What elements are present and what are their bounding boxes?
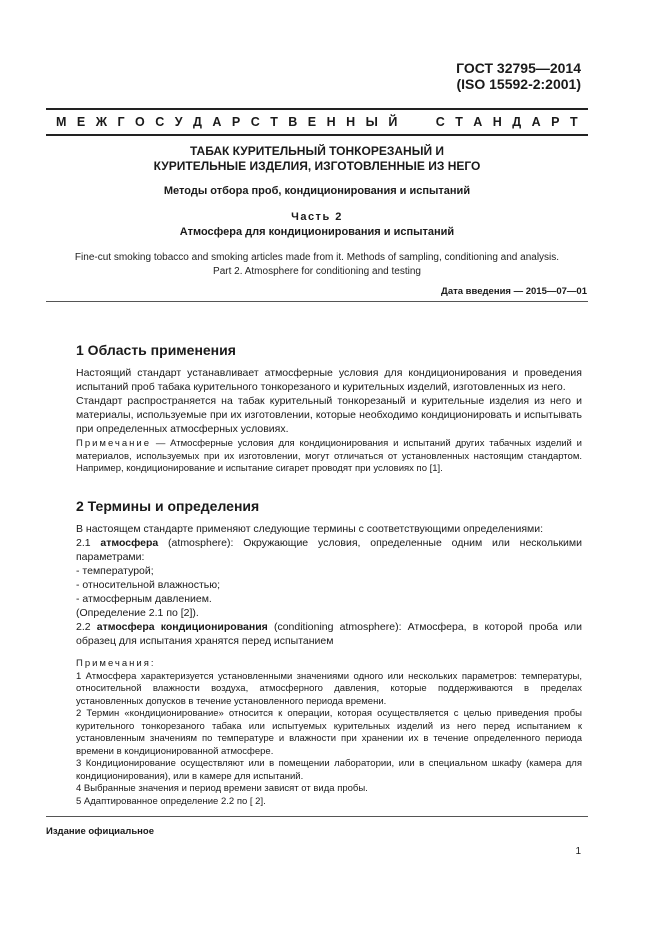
term-2-1-definition: (atmosphere): Окружающие условия, определенные одним или несколькими параметрами: xyxy=(76,537,582,563)
term-2-1 xyxy=(76,536,582,564)
banner-letter: О xyxy=(135,115,145,129)
document-title xyxy=(46,144,588,174)
term-2-2-definition: (conditioning atmosphere): Атмосфера, в которой проба или образец для испытания хранятся перед испытанием xyxy=(76,621,582,647)
term-2-2-number: 2.2 xyxy=(76,621,97,633)
term-2-1-reference: (Определение 2.1 по [2]). xyxy=(76,607,199,619)
title-line-2: КУРИТЕЛЬНЫЕ ИЗДЕЛИЯ, ИЗГОТОВЛЕННЫЕ ИЗ НЕГО xyxy=(153,159,481,173)
parameter-list-item: - атмосферным давлением. xyxy=(76,593,212,605)
banner-letter xyxy=(422,115,425,129)
banner-letter: Р xyxy=(231,115,241,129)
section-1-paragraph-2 xyxy=(76,394,582,436)
english-title xyxy=(46,251,588,279)
banner-letter: С xyxy=(435,115,445,129)
note-1: 1 Атмосфера характеризуется установленными значениями одного или нескольких параметров: температуры, относительной влажности воздуха, атмосферного давления, которые поддерживаются в пределах установленных допусков в течение установленного периода времени. xyxy=(76,670,582,707)
term-2-1-term: атмосфера xyxy=(100,537,159,549)
banner-letter: Т xyxy=(455,115,463,129)
part-title: Атмосфера для кондиционирования и испытаний xyxy=(179,226,455,238)
term-notes xyxy=(76,658,582,808)
english-title-line-2: Part 2. Atmosphere for conditioning and testing xyxy=(213,266,421,277)
notes-label: Примечания: xyxy=(76,658,156,669)
note-3: 3 Кондиционирование осуществляют или в помещении лаборатории, или в специальном шкафу (камера для кондиционирования), или в камере для испытаний. xyxy=(76,758,582,782)
section-1-note xyxy=(76,438,582,476)
section-2-intro: В настоящем стандарте применяют следующие термины с соответствующими определениями: xyxy=(76,523,544,535)
document-subtitle: Методы отбора проб, кондиционирования и испытаний xyxy=(163,185,471,197)
banner-letter: Д xyxy=(512,115,522,129)
banner-letter: А xyxy=(531,115,541,129)
title-line-1: ТАБАК КУРИТЕЛЬНЫЙ ТОНКОРЕЗАНЫЙ И xyxy=(189,144,445,158)
banner-letter: Н xyxy=(326,115,336,129)
term-2-1-parameter-list xyxy=(76,564,582,606)
banner-letter: Е xyxy=(307,115,317,129)
banner-letter: Н xyxy=(346,115,356,129)
banner-letter: М xyxy=(56,115,67,129)
banner-letter: Й xyxy=(388,115,398,129)
banner-letter: Т xyxy=(569,115,578,129)
banner-letter: А xyxy=(212,115,222,129)
top-rule xyxy=(46,108,588,110)
note-5: 5 Адаптированное определение 2.2 по [ 2]. xyxy=(76,795,266,807)
standard-code xyxy=(456,60,581,92)
section-1-paragraph-2-text: Стандарт распространяется на табак курительный тонкорезаный и курительные изделия из него и материалы, используемые при их изготовлении, которые необходимо кондиционировать и испытывать при определенных атмосферных условиях. xyxy=(76,395,582,435)
banner-letter: В xyxy=(288,115,298,129)
banner-letter: Ж xyxy=(95,115,108,129)
english-title-line-1: Fine-cut smoking tobacco and smoking articles made from it. Methods of sampling, conditioning and analysis. xyxy=(74,252,560,263)
term-2-2-term: атмосфера кондиционирования xyxy=(96,621,268,633)
banner-letter: С xyxy=(250,115,260,129)
banner-letter: А xyxy=(473,115,483,129)
term-2-2 xyxy=(76,620,582,648)
banner-letter: Г xyxy=(117,115,125,129)
page-number: 1 xyxy=(575,846,581,857)
note-text: — Атмосферные условия для кондиционирования и испытаний других табачных изделий и материалов, используемых при их изготовлении, могут отличаться от установленных настоящим стандартом. Например, кондиционирование и испытание сигарет проводят при условиях по [1]. xyxy=(76,438,582,474)
note-4: 4 Выбранные значения и период времени зависят от вида пробы. xyxy=(76,783,368,794)
parameter-list-item: - относительной влажностью; xyxy=(76,579,221,591)
banner-rule xyxy=(46,134,588,136)
date-rule xyxy=(46,301,588,302)
banner-letter: Е xyxy=(76,115,86,129)
banner-letter: Н xyxy=(492,115,502,129)
banner-letter: Р xyxy=(551,115,560,129)
note-label: Примечание xyxy=(76,438,151,449)
banner-letter: Т xyxy=(270,115,278,129)
banner-letter: Д xyxy=(193,115,202,129)
standard-code-iso: (ISO 15592-2:2001) xyxy=(456,76,581,92)
parameter-list-item: - температурой; xyxy=(76,565,154,577)
term-2-1-number: 2.1 xyxy=(76,537,101,549)
section-2-heading: 2 Термины и определения xyxy=(76,498,260,514)
section-1-heading: 1 Область применения xyxy=(76,342,236,358)
banner-letter xyxy=(408,115,411,129)
interstate-standard-banner xyxy=(56,115,578,129)
official-edition-label: Издание официальное xyxy=(46,826,154,837)
part-number: Часть 2 xyxy=(291,211,343,223)
section-1-paragraph-1-text: Настоящий стандарт устанавливает атмосферные условия для кондиционирования и проведения испытаний проб табака курительного тонкорезаного и курительных изделий, изготовленных из него. xyxy=(76,367,582,393)
footer-rule xyxy=(46,816,588,817)
banner-letter: Ы xyxy=(365,115,378,129)
standard-code-gost: ГОСТ 32795—2014 xyxy=(456,60,581,76)
note-2: 2 Термин «кондиционирование» относится к операции, которая осуществляется с целью приведения пробы курительного тонкорезаного табака или испытуемых курительных изделий из него перед испытанием к установленным значениям по температуре и влажности при хранении их в течение определенного периода времени в кондиционированной атмосфере. xyxy=(76,708,582,757)
introduction-date: Дата введения — 2015—07—01 xyxy=(441,286,587,297)
banner-letter: С xyxy=(155,115,165,129)
banner-letter: У xyxy=(174,115,183,129)
section-1-paragraph-1 xyxy=(76,366,582,394)
